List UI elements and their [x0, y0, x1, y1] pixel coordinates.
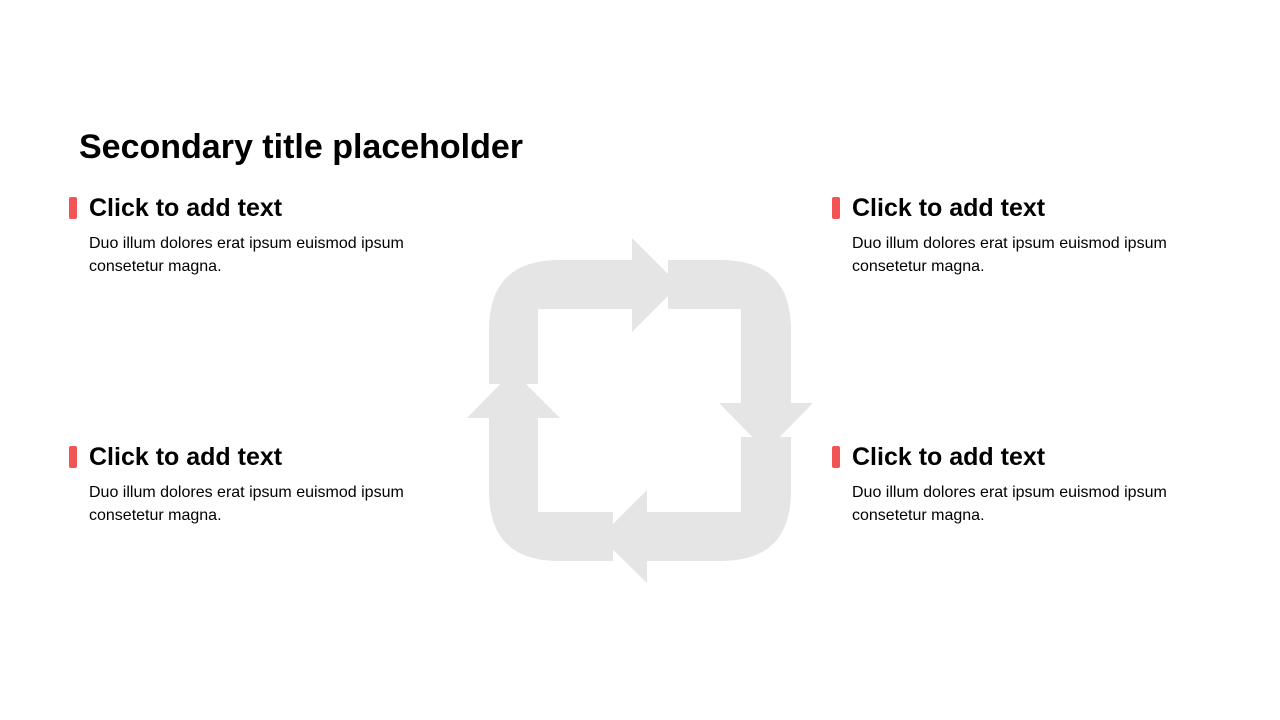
block-body[interactable]: Duo illum dolores erat ipsum euismod ipsum consetetur magna.: [89, 484, 404, 524]
block-heading[interactable]: Click to add text: [89, 194, 283, 222]
block-heading[interactable]: Click to add text: [852, 194, 1046, 222]
block-heading[interactable]: Click to add text: [89, 443, 283, 471]
block-body[interactable]: Duo illum dolores erat ipsum euismod ipsum consetetur magna.: [89, 235, 404, 275]
cycle-arrow-bottom: [600, 437, 791, 583]
accent-bar: [832, 197, 840, 219]
block-heading[interactable]: Click to add text: [852, 443, 1046, 471]
block-body[interactable]: Duo illum dolores erat ipsum euismod ipsum consetetur magna.: [852, 235, 1167, 275]
accent-bar: [69, 197, 77, 219]
cycle-arrow-top: [489, 238, 679, 384]
block-body[interactable]: Duo illum dolores erat ipsum euismod ipsum consetetur magna.: [852, 484, 1167, 524]
cycle-arrow-left: [467, 371, 613, 561]
accent-bar: [69, 446, 77, 468]
slide-title[interactable]: Secondary title placeholder: [79, 128, 524, 166]
cycle-arrow-right: [668, 260, 813, 451]
accent-bar: [832, 446, 840, 468]
